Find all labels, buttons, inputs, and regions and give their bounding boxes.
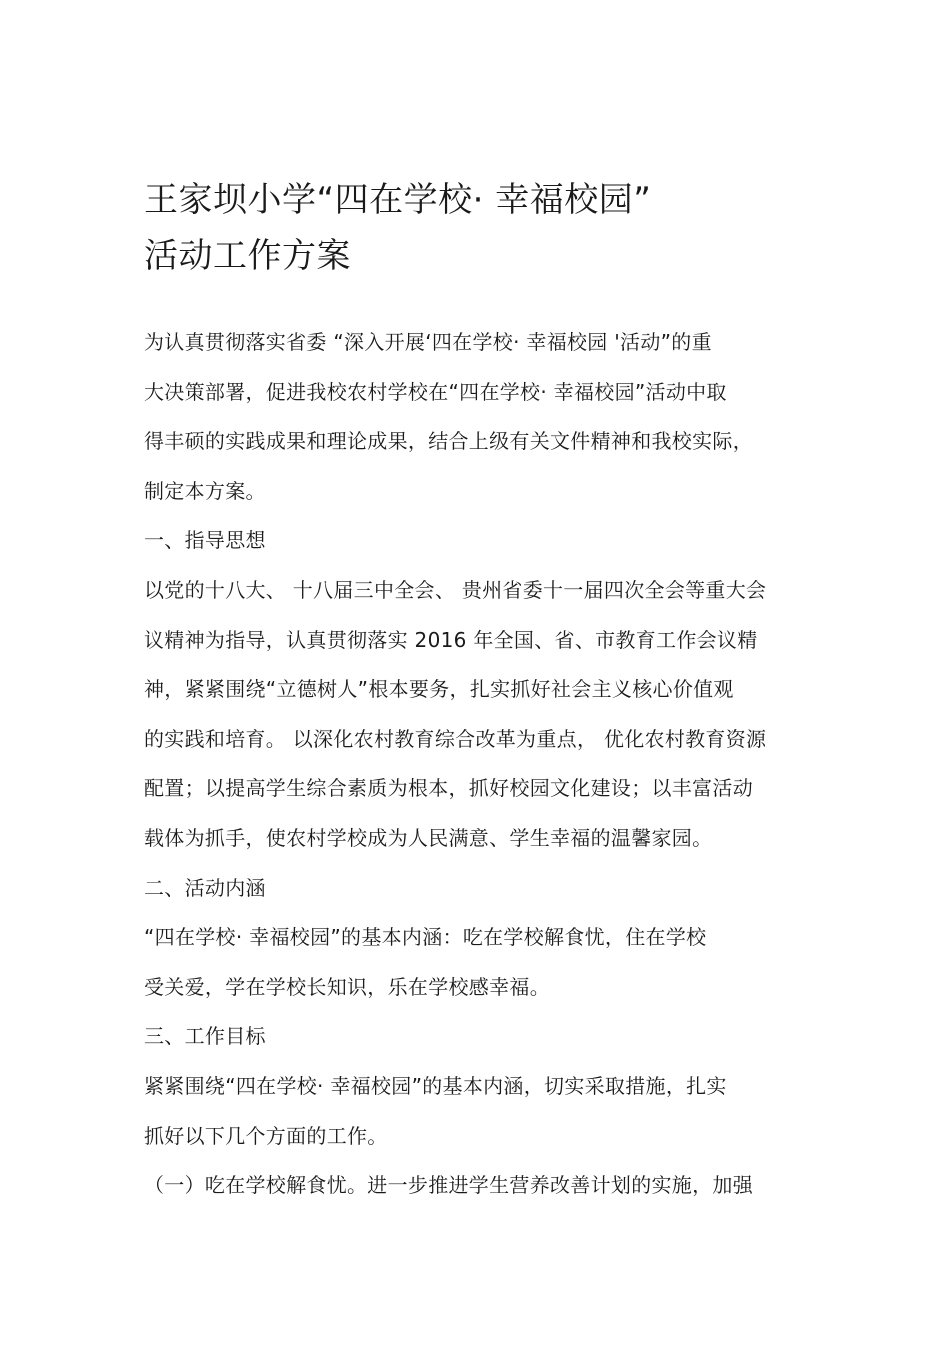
paragraph-line: 以党的十八大、 十八届三中全会、 贵州省委十一届四次全会等重大会 [144, 577, 767, 602]
paragraph-line: 得丰硕的实践成果和理论成果，结合上级有关文件精神和我校实际， [144, 429, 753, 454]
section-heading-activity-connotation: 二、活动内涵 [144, 875, 266, 900]
paragraph-line: 抓好以下几个方面的工作。 [144, 1123, 388, 1148]
paragraph-line: 大决策部署，促进我校农村学校在“四在学校· 幸福校园”活动中取 [144, 379, 727, 404]
paragraph-line: 载体为抓手，使农村学校成为人民满意、学生幸福的温馨家园。 [144, 825, 713, 850]
paragraph-line: 制定本方案。 [144, 478, 266, 503]
document-title [144, 172, 864, 284]
paragraph-line: “四在学校· 幸福校园”的基本内涵：吃在学校解食忧，住在学校 [144, 925, 707, 950]
paragraph-line: 紧紧围绕“四在学校· 幸福校园”的基本内涵，切实采取措施，扎实 [144, 1073, 727, 1098]
section-heading-guiding-thought: 一、指导思想 [144, 528, 266, 553]
paragraph-line: 议精神为指导，认真贯彻落实 2016 年全国、省、市教育工作会议精 [144, 627, 758, 652]
paragraph-line: 的实践和培育。 以深化农村教育综合改革为重点， 优化农村教育资源 [144, 726, 767, 751]
document-body [144, 318, 824, 1211]
paragraph-line: 配置；以提高学生综合素质为根本，抓好校园文化建设；以丰富活动 [144, 776, 753, 801]
paragraph-line: 受关爱，学在学校长知识，乐在学校感幸福。 [144, 974, 550, 999]
paragraph-line: 神，紧紧围绕“立德树人”根本要务，扎实抓好社会主义核心价值观 [144, 677, 734, 702]
paragraph-line: （一）吃在学校解食忧。进一步推进学生营养改善计划的实施，加强 [144, 1173, 753, 1198]
title-line-1: 王家坝小学“四在学校· 幸福校园” [144, 180, 652, 220]
section-heading-work-goals: 三、工作目标 [144, 1024, 266, 1049]
title-line-2: 活动工作方案 [144, 236, 351, 276]
paragraph-line: 为认真贯彻落实省委 “深入开展‘四在学校· 幸福校园 '活动”的重 [144, 330, 712, 354]
